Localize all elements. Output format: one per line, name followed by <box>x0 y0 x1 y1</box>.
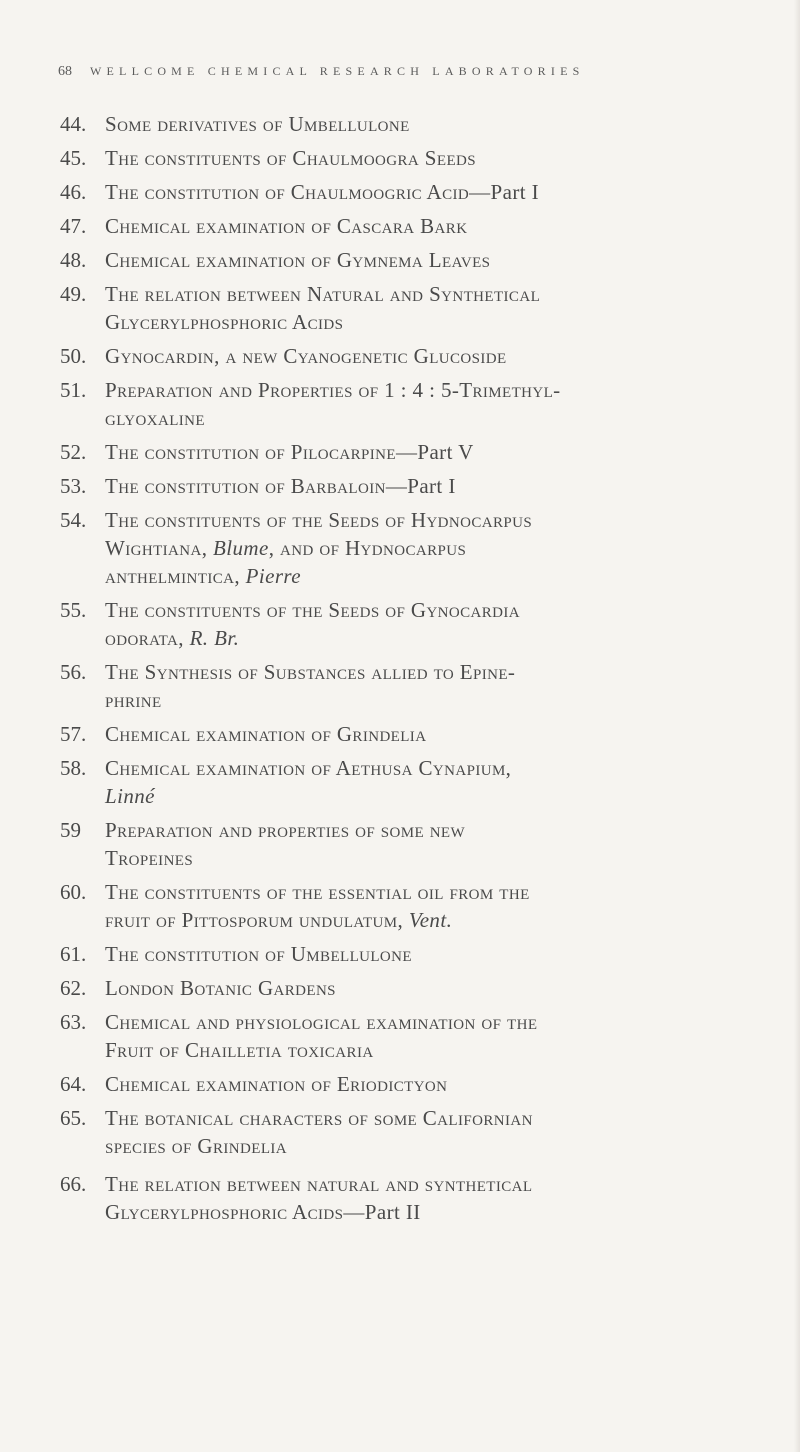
entry-title-line-1: The constituents of the Seeds of Hydnocarpus <box>105 508 533 532</box>
entry-title-text: Wightiana, <box>105 536 214 560</box>
page-header <box>58 64 758 88</box>
entry-number: 48. <box>60 248 87 272</box>
entry-title-wrap <box>105 1008 750 1064</box>
entry-title-wrap <box>105 438 750 466</box>
entry-title: Chemical examination of Gymnema Leaves <box>105 248 491 272</box>
entry-title: London Botanic Gardens <box>105 976 336 1000</box>
list-item-54 <box>60 506 750 590</box>
entry-title-line-2: glyoxaline <box>105 406 205 430</box>
entry-title-wrap <box>105 754 750 810</box>
list-item-61 <box>60 940 750 968</box>
list-item-62 <box>60 974 750 1002</box>
entry-title-line-1: Chemical examination of Aethusa Cynapium, <box>105 756 512 780</box>
entry-number: 64. <box>60 1072 87 1096</box>
list-item-65 <box>60 1104 750 1160</box>
entry-title-line-1: The relation between Natural and Synthetical <box>105 282 541 306</box>
entry-number: 50. <box>60 344 87 368</box>
entry-number: 45. <box>60 146 87 170</box>
entry-title: Some derivatives of Umbellulone <box>105 112 410 136</box>
entry-title-line-2: Glycerylphosphoric Acids <box>105 310 344 334</box>
entry-title-text: anthelmintica, <box>105 564 246 588</box>
entry-title-line-1: Preparation and properties of some new <box>105 818 466 842</box>
entry-title-line-1: Preparation and Properties of 1 : 4 : 5-Trimethyl- <box>105 378 561 402</box>
entry-number: 63. <box>60 1010 87 1034</box>
entry-title-line-2: Fruit of Chailletia toxicaria <box>105 1038 374 1062</box>
entry-title-line-1: The relation between natural and synthetical <box>105 1172 533 1196</box>
entry-number: 58. <box>60 756 87 780</box>
entry-number: 51. <box>60 378 87 402</box>
entry-number: 53. <box>60 474 87 498</box>
entry-title-wrap <box>105 878 750 934</box>
entry-title-wrap <box>105 1104 750 1160</box>
entry-author: Pierre <box>245 564 301 588</box>
entry-title-wrap <box>105 178 750 206</box>
entry-title-wrap <box>105 472 750 500</box>
entry-author: Blume <box>213 536 269 560</box>
page-edge-shadow <box>794 0 800 1452</box>
list-item-48 <box>60 246 750 274</box>
running-title: WELLCOME CHEMICAL RESEARCH LABORATORIES <box>90 64 585 78</box>
entry-title: The constitution of Chaulmoogric Acid <box>105 180 470 204</box>
entry-title: Chemical examination of Cascara Bark <box>105 214 468 238</box>
entry-number: 61. <box>60 942 87 966</box>
entry-author: Linné <box>105 784 155 808</box>
entry-title-wrap <box>105 658 750 714</box>
list-item-49 <box>60 280 750 336</box>
list-item-45 <box>60 144 750 172</box>
entry-title-line-2: Tropeines <box>105 846 194 870</box>
entry-title-text: odorata, <box>105 626 190 650</box>
entry-title-wrap <box>105 506 750 590</box>
entry-part: —Part II <box>343 1200 421 1224</box>
entry-title: Chemical examination of Eriodictyon <box>105 1072 448 1096</box>
entry-title-wrap <box>105 376 750 432</box>
list-item-52 <box>60 438 750 466</box>
entry-number: 65. <box>60 1106 87 1130</box>
list-item-51 <box>60 376 750 432</box>
entry-number: 57. <box>60 722 87 746</box>
list-item-44 <box>60 110 750 138</box>
entry-number: 46. <box>60 180 87 204</box>
list-item-53 <box>60 472 750 500</box>
entry-title-text: fruit of Pittosporum undulatum, <box>105 908 409 932</box>
entry-number: 49. <box>60 282 87 306</box>
entry-title-line-2: species of Grindelia <box>105 1134 288 1158</box>
entry-title-line-1: The Synthesis of Substances allied to Epine- <box>105 660 516 684</box>
entry-part: —Part I <box>469 180 540 204</box>
entry-title-line-1: The botanical characters of some Californian <box>105 1106 533 1130</box>
entry-number: 62. <box>60 976 87 1000</box>
entry-title-text: , and of Hydnocarpus <box>268 536 467 560</box>
entry-part: —Part I <box>385 474 456 498</box>
entry-number: 54. <box>60 508 87 532</box>
list-item-63 <box>60 1008 750 1064</box>
entry-number: 56. <box>60 660 87 684</box>
entry-number: 60. <box>60 880 87 904</box>
entry-title: Chemical examination of Grindelia <box>105 722 427 746</box>
entry-title-line-1: Chemical and physiological examination of the <box>105 1010 538 1034</box>
entry-title-wrap <box>105 816 750 872</box>
page-number: 68 <box>58 64 72 79</box>
entry-title-line-2 <box>105 624 750 652</box>
entry-title-line-2: phrine <box>105 688 162 712</box>
list-item-66 <box>60 1170 750 1226</box>
list-item-64 <box>60 1070 750 1098</box>
list-item-46 <box>60 178 750 206</box>
list-item-55 <box>60 596 750 652</box>
entry-title-line-2 <box>105 906 750 934</box>
entry-title: The constitution of Pilocarpine <box>105 440 396 464</box>
entry-title-text: Glycerylphosphoric Acids <box>105 1200 344 1224</box>
entry-number: 55. <box>60 598 87 622</box>
list-item-47 <box>60 212 750 240</box>
entry-title: Gynocardin, a new Cyanogenetic Glucoside <box>105 344 507 368</box>
entry-title-line-2 <box>105 1198 750 1226</box>
entry-title-wrap <box>105 1170 750 1226</box>
entry-title: The constituents of Chaulmoogra Seeds <box>105 146 476 170</box>
entry-title-wrap <box>105 596 750 652</box>
entry-title-wrap <box>105 280 750 336</box>
list-item-57 <box>60 720 750 748</box>
entry-title: The constitution of Umbellulone <box>105 942 412 966</box>
list-item-56 <box>60 658 750 714</box>
list-item-50 <box>60 342 750 370</box>
entry-title-line-1: The constituents of the Seeds of Gynocardia <box>105 598 521 622</box>
list-item-59 <box>60 816 750 872</box>
entry-title-line-2 <box>105 534 750 562</box>
entry-title: The constitution of Barbaloin <box>105 474 386 498</box>
list-item-60 <box>60 878 750 934</box>
entry-number: 66. <box>60 1172 87 1196</box>
entry-part: —Part V <box>395 440 474 464</box>
entry-author: R. Br. <box>189 626 240 650</box>
entry-number: 52. <box>60 440 87 464</box>
entry-number: 59 <box>60 818 81 842</box>
entry-title-line-1: The constituents of the essential oil from the <box>105 880 530 904</box>
entry-author: Vent. <box>408 908 453 932</box>
list-item-58 <box>60 754 750 810</box>
entry-number: 47. <box>60 214 87 238</box>
entry-number: 44. <box>60 112 87 136</box>
entry-title-line-3 <box>105 562 750 590</box>
